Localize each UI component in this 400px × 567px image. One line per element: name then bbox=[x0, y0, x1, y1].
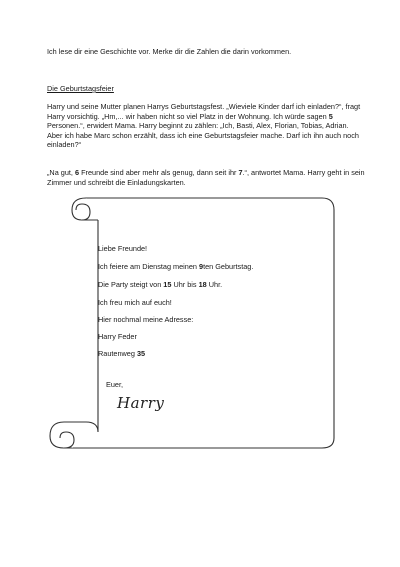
letter-line-birthday bbox=[98, 262, 253, 271]
story-paragraph-2 bbox=[47, 168, 365, 187]
p1-text-a: Harry und seine Mutter planen Harrys Geburtstagsfest. „Wieviele Kinder darf ich einladen?“, fragt Harry vorsichtig. „Hm,... wir haben nicht so viel Platz in der Wohnung. Ich würde sagen bbox=[47, 102, 361, 121]
line2-text-b: Uhr bis bbox=[171, 280, 199, 289]
number-highlight: 15 bbox=[163, 280, 172, 289]
letter-line-looking-forward: Ich freu mich auf euch! bbox=[98, 298, 172, 307]
instruction-text: Ich lese dir eine Geschichte vor. Merke dir die Zahlen die darin vorkommen. bbox=[47, 47, 292, 56]
line1-text-a: Ich feiere am Dienstag meinen bbox=[98, 262, 199, 271]
street-name: Rautenweg bbox=[98, 349, 137, 358]
letter-line-time bbox=[98, 280, 222, 289]
p2-text-c: .“, antwortet Mama. Harry geht in sein Zimmer und schreibt die Einladungskarten. bbox=[47, 168, 365, 187]
letter-line-address-intro: Hier nochmal meine Adresse: bbox=[98, 315, 194, 324]
line1-text-b: ten Geburtstag. bbox=[203, 262, 254, 271]
letter-name: Harry Feder bbox=[98, 332, 137, 341]
letter-greeting: Liebe Freunde! bbox=[98, 244, 148, 253]
number-highlight: 35 bbox=[136, 349, 146, 358]
scroll-illustration bbox=[42, 190, 354, 470]
number-highlight: 9 bbox=[199, 262, 204, 271]
line2-text-a: Die Party steigt von bbox=[98, 280, 164, 289]
number-highlight: 6 bbox=[74, 168, 80, 177]
number-highlight: 18 bbox=[198, 280, 207, 289]
story-title: Die Geburtstagsfeier bbox=[47, 84, 114, 93]
number-highlight: 7 bbox=[238, 168, 243, 177]
letter-closing: Euer, bbox=[106, 380, 124, 389]
letter-street bbox=[98, 349, 145, 358]
handwritten-signature: Harry bbox=[117, 394, 165, 412]
p2-text-a: „Na gut, bbox=[47, 168, 75, 177]
p1-text-b: Personen.“, erwidert Mama. Harry beginnt zu zählen: „Ich, Basti, Alex, Florian, Tobias, Adrian. Aber ich habe Marc schon erzählt, dass ich eine Geburtstagsfeier mache. Darf ich ihn auch noch einladen?“ bbox=[47, 121, 359, 150]
p2-text-b: Freunde sind aber mehr als genug, dann seit ihr bbox=[79, 168, 239, 177]
line2-text-c: Uhr. bbox=[206, 280, 223, 289]
number-highlight: 5 bbox=[328, 111, 333, 121]
story-paragraph-1 bbox=[47, 102, 365, 150]
